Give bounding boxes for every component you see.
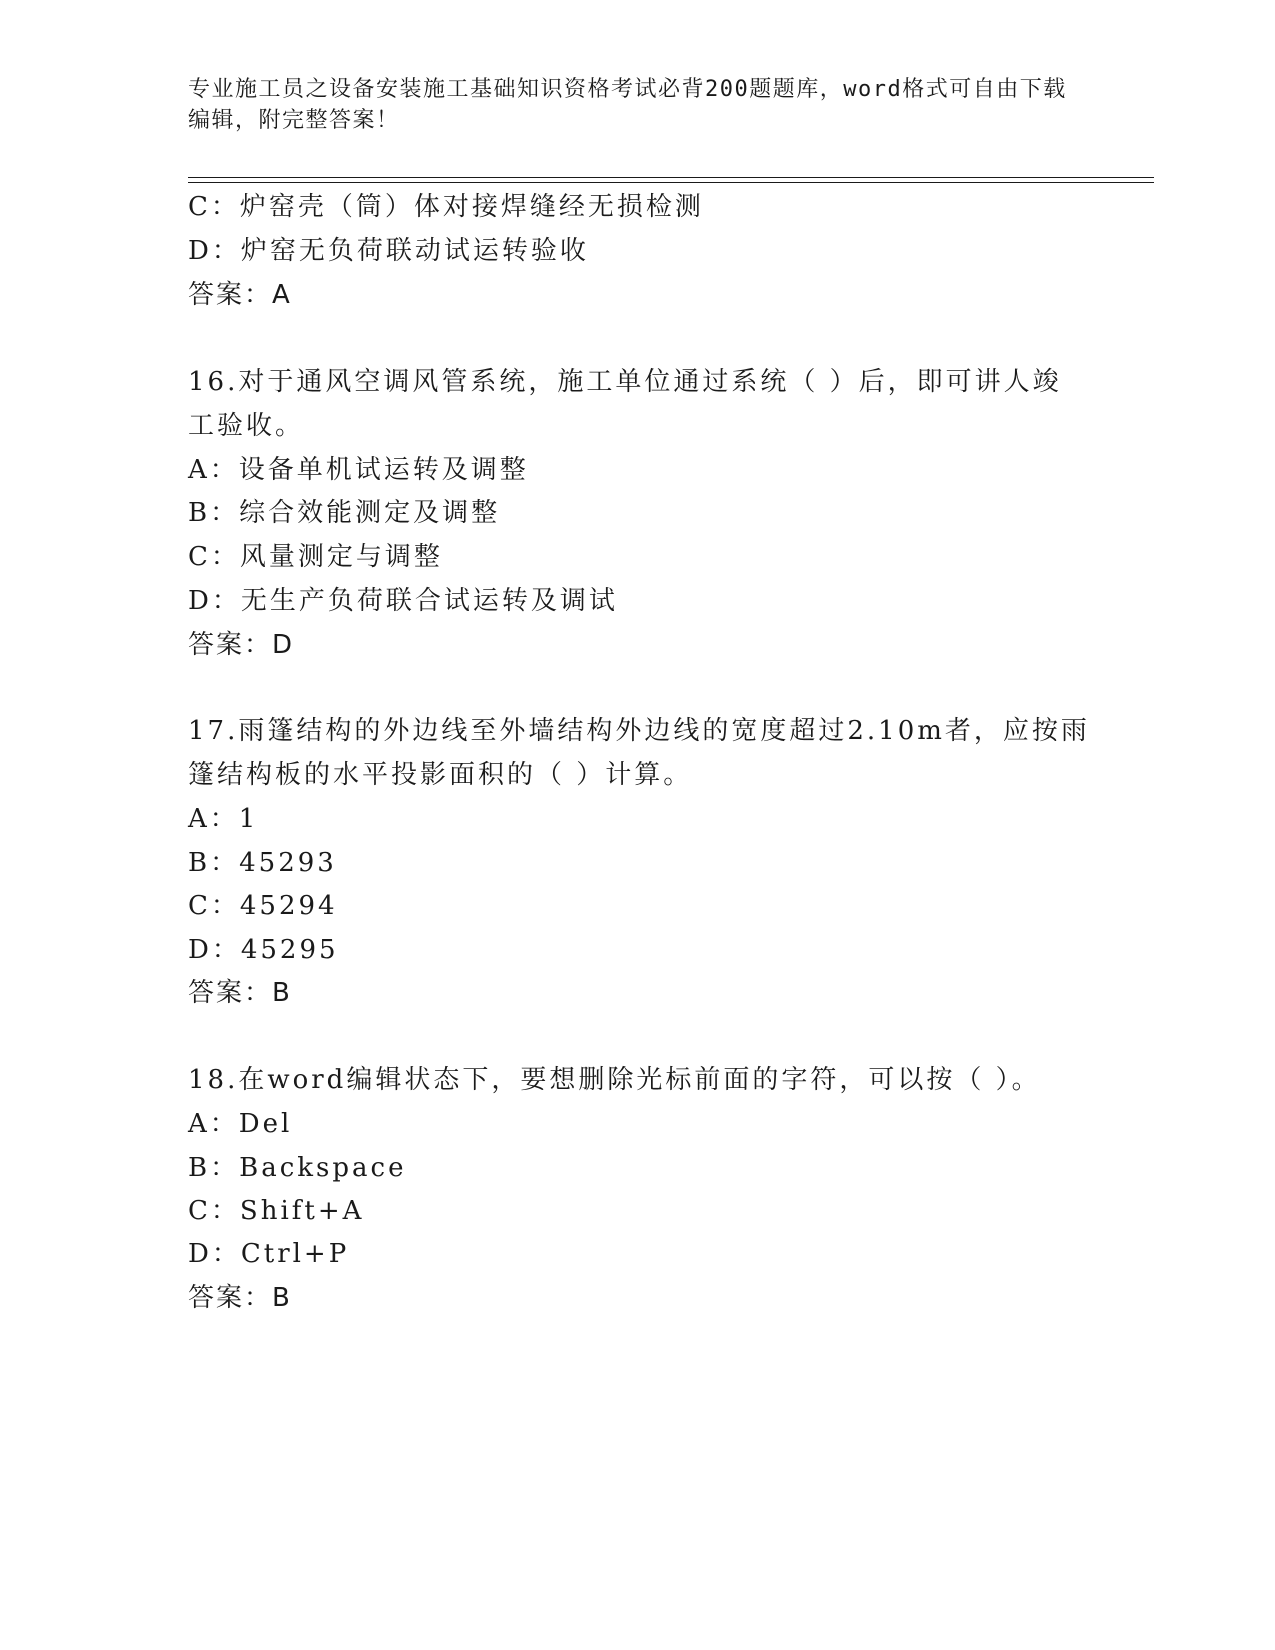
document-header: 专业施工员之设备安装施工基础知识资格考试必背200题题库，word格式可自由下载编辑，附完整答案！ bbox=[188, 77, 1067, 133]
q17-option-d: D：45295 bbox=[188, 935, 339, 965]
q16-option-d: D：无生产负荷联合试运转及调试 bbox=[188, 586, 618, 616]
q15-option-d: D：炉窑无负荷联动试运转验收 bbox=[188, 236, 589, 266]
q18-option-d: D：Ctrl+P bbox=[188, 1239, 350, 1269]
q16-answer: 答案：D bbox=[188, 630, 295, 660]
q17-question-line1: 17.雨篷结构的外边线至外墙结构外边线的宽度超过2.10m者，应按雨 bbox=[188, 716, 1090, 746]
q16-option-c: C：风量测定与调整 bbox=[188, 542, 443, 572]
q16-question-line1: 16.对于通风空调风管系统，施工单位通过系统（ ）后，即可讲人竣 bbox=[188, 367, 1062, 397]
q16-question-line2: 工验收。 bbox=[188, 411, 305, 441]
q17-option-c: C：45294 bbox=[188, 891, 338, 921]
q17-option-a: A：1 bbox=[188, 804, 259, 834]
q18-option-c: C：Shift+A bbox=[188, 1196, 365, 1226]
q16-option-b: B：综合效能测定及调整 bbox=[188, 498, 501, 528]
q18-option-a: A：Del bbox=[188, 1109, 293, 1139]
q17-question-line2: 篷结构板的水平投影面积的（ ）计算。 bbox=[188, 760, 693, 790]
q17-answer: 答案：B bbox=[188, 978, 292, 1008]
q18-answer: 答案：B bbox=[188, 1283, 292, 1313]
header-divider-bottom bbox=[188, 182, 1154, 183]
q15-answer: 答案：A bbox=[188, 280, 292, 310]
q15-option-c: C：炉窑壳（筒）体对接焊缝经无损检测 bbox=[188, 192, 704, 222]
q18-question-line1: 18.在word编辑状态下，要想删除光标前面的字符，可以按（ ）。 bbox=[188, 1065, 1041, 1095]
q18-option-b: B：Backspace bbox=[188, 1153, 407, 1183]
q17-option-b: B：45293 bbox=[188, 848, 337, 878]
header-divider-top bbox=[188, 177, 1154, 178]
q16-option-a: A：设备单机试运转及调整 bbox=[188, 455, 529, 485]
